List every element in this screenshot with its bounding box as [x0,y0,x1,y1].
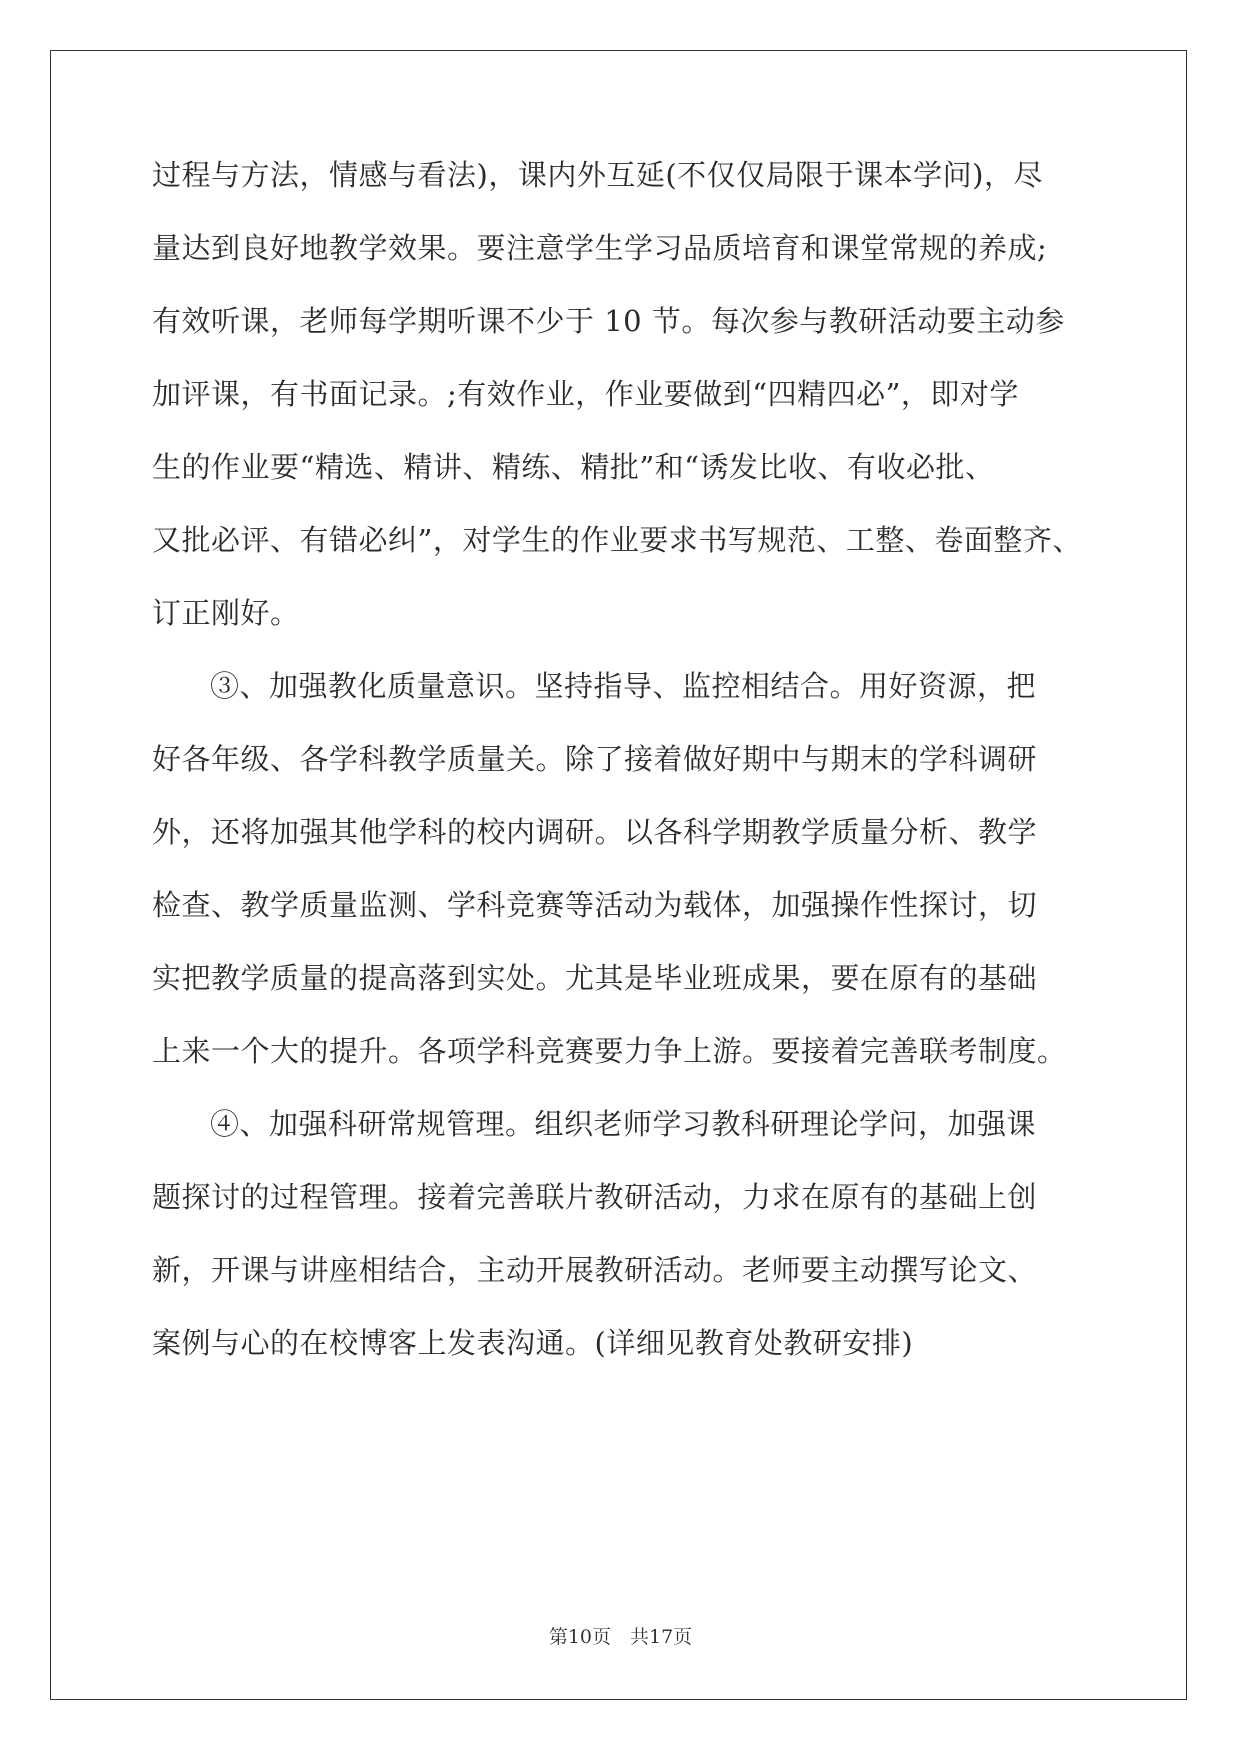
text-line: 案例与心的在校博客上发表沟通。(详细见教育处教研安排) [152,1326,914,1360]
page-border [50,50,1187,1700]
text-line: 新，开课与讲座相结合，主动开展教研活动。老师要主动撰写论文、 [152,1253,1038,1287]
text-line: 量达到良好地教学效果。要注意学生学习品质培育和课堂常规的养成; [152,231,1048,265]
text-line: 好各年级、各学科教学质量关。除了接着做好期中与期末的学科调研 [152,742,1038,776]
paragraph-start-line: ④、加强科研常规管理。组织老师学习教科研理论学问，加强课 [210,1107,1037,1141]
text-line: 加评课，有书面记录。;有效作业，作业要做到“四精四必”，即对学 [152,377,1019,411]
paragraph-start-line: ③、加强教化质量意识。坚持指导、监控相结合。用好资源，把 [210,669,1037,703]
text-line: 实把教学质量的提高落到实处。尤其是毕业班成果，要在原有的基础 [152,961,1038,995]
text-line: 上来一个大的提升。各项学科竞赛要力争上游。要接着完善联考制度。 [152,1034,1067,1068]
text-line: 过程与方法，情感与看法)，课内外互延(不仅仅局限于课本学问)，尽 [152,158,1043,192]
text-line: 生的作业要“精选、精讲、精练、精批”和“诱发比收、有收必批、 [152,450,995,484]
text-line: 订正刚好。 [152,596,300,630]
text-line: 检查、教学质量监测、学科竞赛等活动为载体，加强操作性探讨，切 [152,888,1038,922]
text-line: 题探讨的过程管理。接着完善联片教研活动，力求在原有的基础上创 [152,1180,1038,1214]
text-line: 外，还将加强其他学科的校内调研。以各科学期教学质量分析、教学 [152,815,1038,849]
text-line: 有效听课，老师每学期听课不少于 10 节。每次参与教研活动要主动参 [152,304,1065,338]
page-number: 第10页 共17页 [548,1626,693,1648]
text-line: 又批必评、有错必纠”，对学生的作业要求书写规范、工整、卷面整齐、 [152,523,1082,557]
